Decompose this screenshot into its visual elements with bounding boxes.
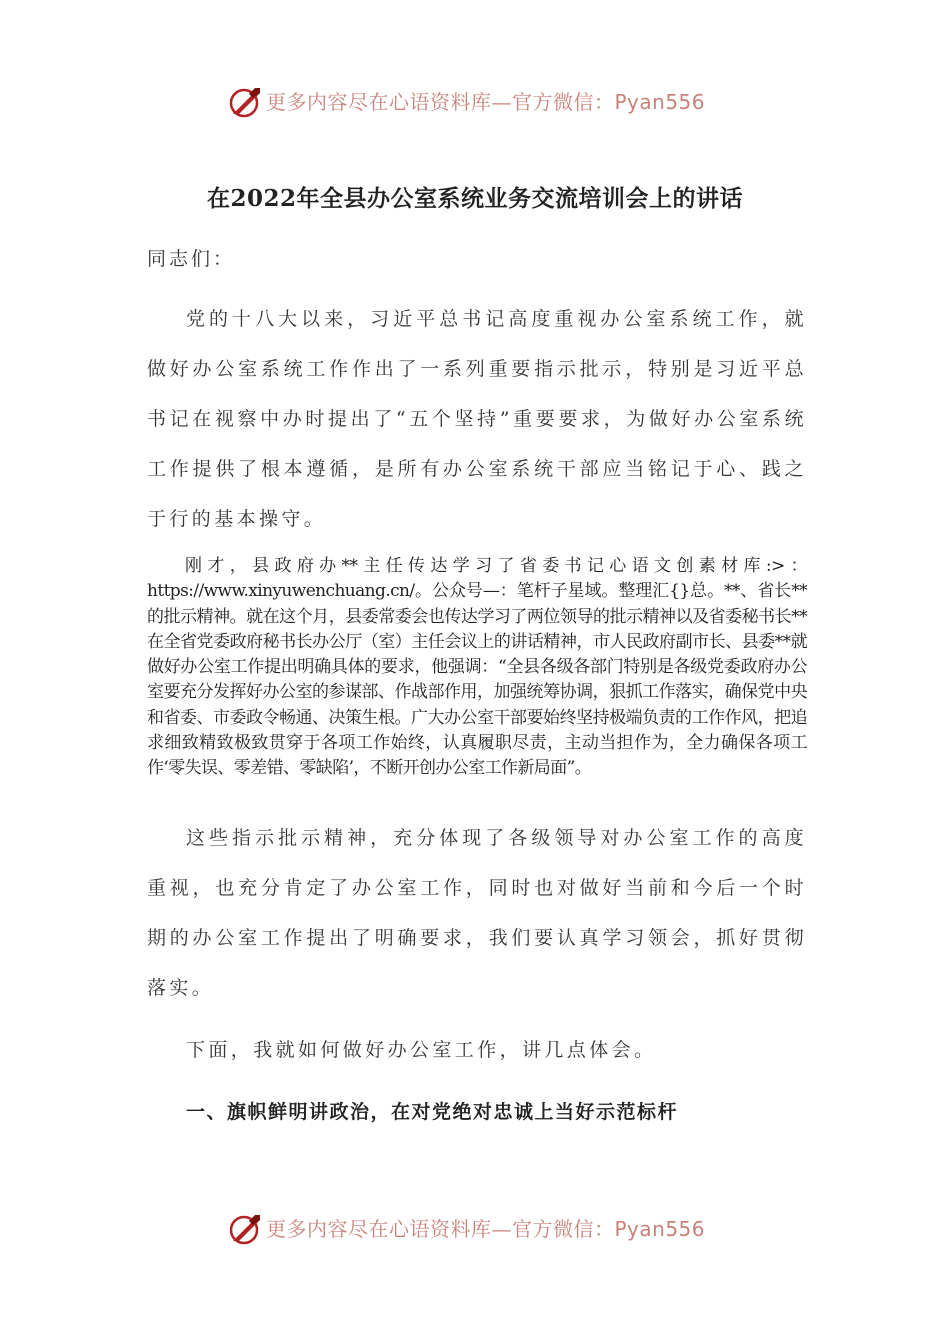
header-banner [0, 80, 950, 124]
banner-official-label: 官方微信： [512, 1217, 615, 1241]
banner-wechat-id: Pyan556 [614, 90, 706, 114]
banner-caption [266, 89, 705, 115]
banner-official-label: 官方微信： [512, 90, 615, 114]
banner-wechat-id: Pyan556 [614, 1217, 706, 1241]
paragraph-1: 党的十八大以来，习近平总书记高度重视办公室系统工作，就做好办公室系统工作作出了一系列重要指示批示，特别是习近平总书记在视察中办时提出了“五个坚持”重要要求，为做好办公室系统工作提供了根本遵循，是所有办公室系统干部应当铭记于心、践之于行的基本操守。 [147, 308, 807, 530]
paragraph-2: 刚才，县政府办**主任传达学习了省委书记心语文创素材库:>：https://www.xinyuwenchuang.cn/。公众号—：笔杆子星域。整理汇{}总。**、省长**的批示精神。就在这个月，县委常委会也传达学习了两位领导的批示精神以及省委秘书长**在全省党委政府秘书长办公厅（室）主任会议上的讲话精神，市人民政府副市长、县委**就做好办公室工作提出明确具体的要求，他强调：“全县各级各部门特别是各级党委政府办公室要充分发挥好办公室的参谋部、作战部作用，加强统筹协调，狠抓工作落实，确保党中央和省委、市委政令畅通、决策生根。广大办公室干部要始终坚持极端负责的工作作风，把追求细致精致极致贯穿于各项工作始终，认真履职尽责，主动当担作为，全力确保各项工作‘零失误、零差错、零缺陷’，不断开创办公室工作新局面”。 [147, 556, 807, 779]
greeting: 同志们： [147, 248, 236, 270]
banner-brand: 更多内容尽在心语资料库 [266, 90, 492, 114]
footer-banner [0, 1207, 950, 1251]
quill-logo-icon [227, 1211, 263, 1247]
document-title: 在2022年全县办公室系统业务交流培训会上的讲话 [206, 185, 743, 212]
banner-separator: — [491, 90, 512, 114]
paragraph-4: 下面，我就如何做好办公室工作，讲几点体会。 [186, 1039, 657, 1061]
banner-brand: 更多内容尽在心语资料库 [266, 1217, 492, 1241]
paragraph-3: 这些指示批示精神，充分体现了各级领导对办公室工作的高度重视，也充分肯定了办公室工作，同时也对做好当前和今后一个时期的办公室工作提出了明确要求，我们要认真学习领会，抓好贯彻落实。 [147, 827, 807, 999]
banner-separator: — [491, 1217, 512, 1241]
section-heading-1: 一、旗帜鲜明讲政治，在对党绝对忠诚上当好示范标杆 [186, 1101, 679, 1123]
quill-logo-icon [227, 84, 263, 120]
banner-caption [266, 1216, 705, 1242]
